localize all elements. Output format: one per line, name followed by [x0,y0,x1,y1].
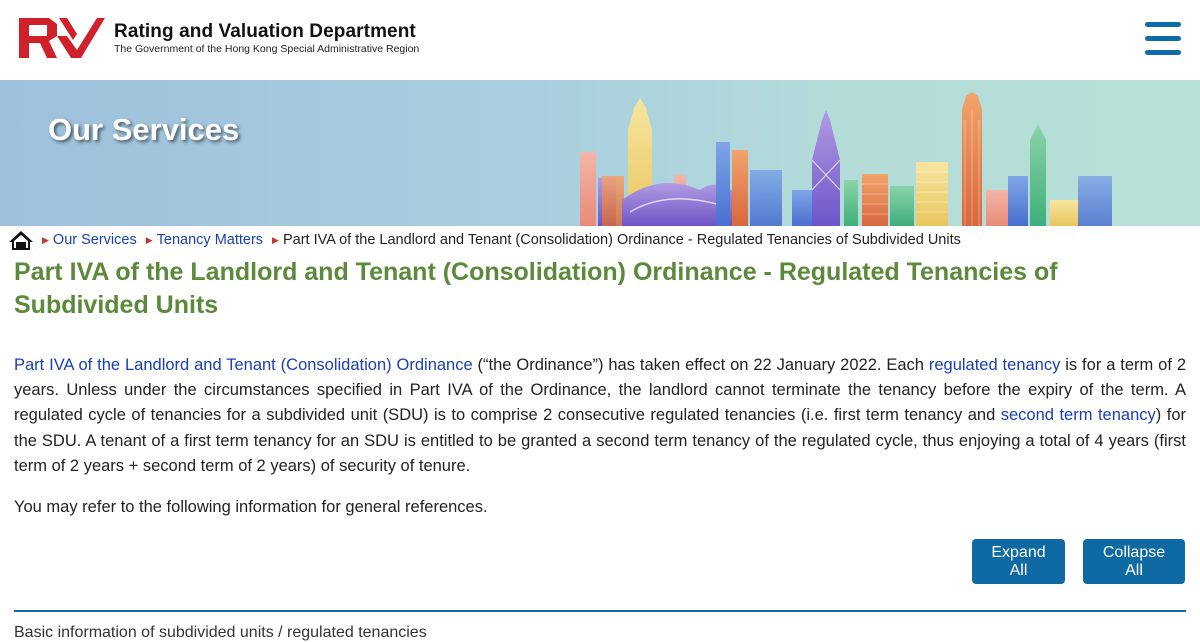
breadcrumb-current-page: Part IVA of the Landlord and Tenant (Consolidation) Ordinance - Regulated Tenancies of Subdivided Units [282,232,961,248]
intro-text-2: is for a term of 2 years. Unless under the circumstances specified in Part IVA of the Ordinance, the landlord cannot terminate the tenancy before the expiry of the term. A regulated cycle of tenancies for a subdivided unit (SDU) is to comprise 2 consecutive regulated tenancies (i.e. first term tenancy and [14,356,1186,425]
breadcrumb [9,230,961,250]
intro-text-1: (“the Ordinance”) has taken effect on 22 January 2022. Each [472,356,929,374]
banner-title: Our Services [48,112,240,147]
site-header [0,0,1200,80]
breadcrumb-arrow-icon: ▶ [42,234,49,245]
page-banner [0,80,1200,226]
rvd-logo[interactable] [19,18,105,58]
intro-text-3: ) for the SDU. A tenant of a first term tenancy for an SDU is entitled to be granted a second term tenancy of the regulated cycle, thus enjoying a total of 4 years (first term of 2 years + second term of 2 years) of security of tenure. [14,406,1186,475]
collapse-all-button[interactable]: Collapse All [1083,539,1185,584]
hamburger-menu-icon[interactable] [1145,22,1181,56]
regulated-tenancy-link[interactable]: regulated tenancy [928,356,1061,374]
breadcrumb-arrow-icon: ▶ [272,234,279,245]
expand-all-button[interactable]: Expand All [972,539,1065,584]
second-term-tenancy-link[interactable]: second term tenancy [1000,406,1156,425]
intro-paragraph [14,353,1186,479]
home-icon[interactable] [9,230,33,250]
department-subtitle: The Government of the Hong Kong Special Administrative Region [114,43,420,55]
ordinance-link[interactable]: Part IVA of the Landlord and Tenant (Consolidation) Ordinance [14,356,473,374]
reference-paragraph: You may refer to the following information for general references. [14,498,488,516]
accordion-heading-partial[interactable]: Basic information of subdivided units / regulated tenancies [14,624,427,641]
page-title: Part IVA of the Landlord and Tenant (Consolidation) Ordinance - Regulated Tenancies of Subdivided Units [14,258,1058,319]
breadcrumb-tenancy-matters[interactable]: Tenancy Matters [156,232,264,248]
breadcrumb-arrow-icon: ▶ [145,234,153,245]
section-divider [14,610,1186,612]
skyline-illustration [560,80,1200,226]
breadcrumb-our-services[interactable]: Our Services [52,232,137,248]
department-name: Rating and Valuation Department [114,21,416,42]
